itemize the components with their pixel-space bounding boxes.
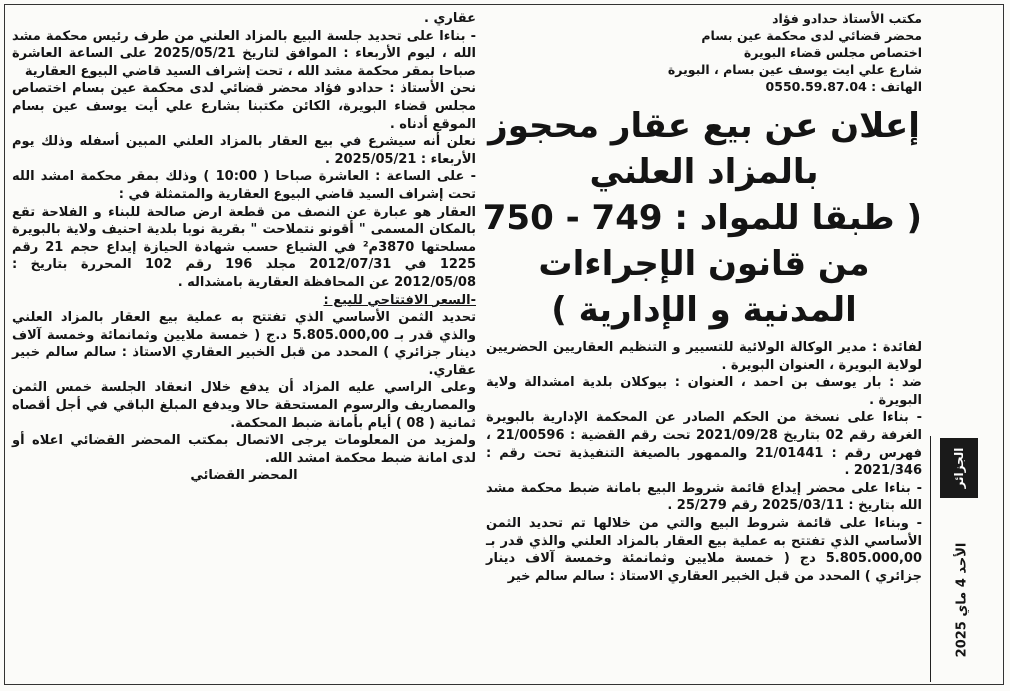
office-phone: الهاتف : 0550.59.87.04: [765, 79, 922, 94]
bailiff-paragraph: نحن الأستاذ : حدادو فؤاد محضر قضائي لدى محكمة عين بسام اختصاص مجلس قضاء البويرة، الكائن مكتبنا بشارع علي أيت يوسف عين بسام الموقع أدناه .: [12, 81, 476, 132]
base-price-paragraph: - وبناءا على قائمة شروط البيع والتي من خلالها تم تحديد الثمن الأساسي الذي تفتتح به عملية بيع العقار بالمزاد العلني والذي قدر بـ 5.805.000,00 دج ( خمسة ملايين وثمانمئة وخمسة آلاف دينار جزائري ) المحدد من قبل الخبير العقاري الاستاذ : سالم سالم خير: [486, 515, 922, 584]
continuation-text: عقاري .: [424, 11, 476, 26]
headline-line-5: المدنية و الإدارية ): [551, 290, 857, 330]
time-paragraph: - على الساعة : العاشرة صباحا ( 10:00 ) وذلك بمقر محكمة امشد الله تحت إشراف السيد قاضي البيوع العقارية والمتمثلة في :: [12, 169, 476, 202]
opening-price-heading: -السعر الافتتاحي للبيع :: [323, 292, 476, 308]
newspaper-tag-label: الجزائر: [952, 447, 966, 489]
newspaper-tag: [940, 438, 978, 498]
issue-date: [942, 520, 982, 680]
headline-line-2: بالمزاد العلني: [589, 152, 819, 192]
office-address: شارع علي ايت يوسف عين بسام ، البويرة: [667, 62, 922, 77]
issue-date-label: الأحد 4 ماي 2025: [954, 542, 970, 658]
office-jurisdiction: اختصاص مجلس قضاء البويرة: [743, 45, 922, 60]
property-description: العقار هو عبارة عن النصف من قطعة ارض صالحة للبناء و الفلاحة تقع بالمكان المسمى " أقونو نتملاحت " بقرية نوبا بلدية احنيف ولاية بالبويرة مسلحتها 3870م² في الشياع حسب شهادة الحيازة إيداع حجم 21 رقم 1225 في 2012/07/31 مجلد 196 رقم 102 المحررة بتاريخ : 2012/05/08 عن المحافظة العقارية بامشداله .: [12, 204, 477, 290]
announcement-paragraph: نعلن أنه سيشرع في بيع العقار بالمزاد العلني المبين أسفله وذلك يوم الأربعاء : 2025/05/21 .: [12, 134, 476, 167]
headline-line-3: ( طبقا للمواد : 749 - 750: [482, 198, 922, 238]
judgment-paragraph: - بناءا على نسخة من الحكم الصادر عن المحكمة الإدارية بالبويرة الغرفة رقم 02 بتاريخ 2021/09/28 تحت رقم القضية : 21/00596 ، فهرس رقم : 21/01441 والممهور بالصيغة التنفيذية تحت رقم : 2021/346 .: [486, 410, 923, 479]
right-column: [482, 10, 923, 585]
headline-line-1: إعلان عن بيع عقار محجوز: [488, 106, 920, 146]
defendant-paragraph: ضد : بار يوسف بن احمد ، العنوان : بيوكلان بلدية امشدالة ولاية البويرة .: [486, 375, 922, 408]
beneficiary-paragraph: لفائدة : مدير الوكالة الولائية للتسيير و التنظيم العقاريين الحضريين لولاية البويرة ، العنوان البويرة .: [486, 340, 922, 373]
headline-line-4: من قانون الإجراءات: [538, 244, 870, 284]
office-header: [486, 10, 922, 95]
office-title: محضر قضائي لدى محكمة عين بسام: [701, 28, 922, 43]
conditions-filing-paragraph: - بناءا على محضر إيداع قائمة شروط البيع بامانة ضبط محكمة مشد الله بتاريخ : 2025/03/11 رقم 25/279 .: [486, 480, 922, 514]
session-paragraph: - بناءا على تحديد جلسة البيع بالمزاد العلني من طرف رئيس محكمة مشد الله ، ليوم الأربعاء : الموافق لتاريخ 2025/05/21 على الساعة العاشرة صباحا بمقر محكمة مشد الله ، تحت إشراف السيد قاضي البيوع العقارية: [12, 28, 476, 79]
opening-price-paragraph: تحديد الثمن الأساسي الذي تفتتح به عملية بيع العقار بالمزاد العلني والذي قدر بـ 5.805.000,00 د.ج ( خمسة ملايين وثمانمائة وخمسة آلاف دينار جزائري ) المحدد من قبل الخبير العقاري الاستاذ : سالم سالم خبير عقاري.: [12, 310, 477, 378]
contact-paragraph: ولمزيد من المعلومات يرجى الاتصال بمكتب المحضر القضائي اعلاه أو لدى امانة ضبط محكمة امشد الله.: [12, 433, 476, 466]
office-name: مكتب الأستاذ حدادو فؤاد: [772, 11, 922, 26]
signature: المحضر القضائي: [190, 468, 298, 484]
payment-terms-paragraph: وعلى الراسي عليه المزاد أن يدفع خلال انعقاد الجلسة خمس الثمن والمصاريف والرسوم المستحقة حالا ويدفع المبلغ الباقي في أجل أقصاه ثمانية ( 08 ) أيام بأمانة ضبط المحكمة.: [12, 380, 476, 431]
headline: [482, 103, 922, 333]
left-column: [12, 10, 476, 485]
